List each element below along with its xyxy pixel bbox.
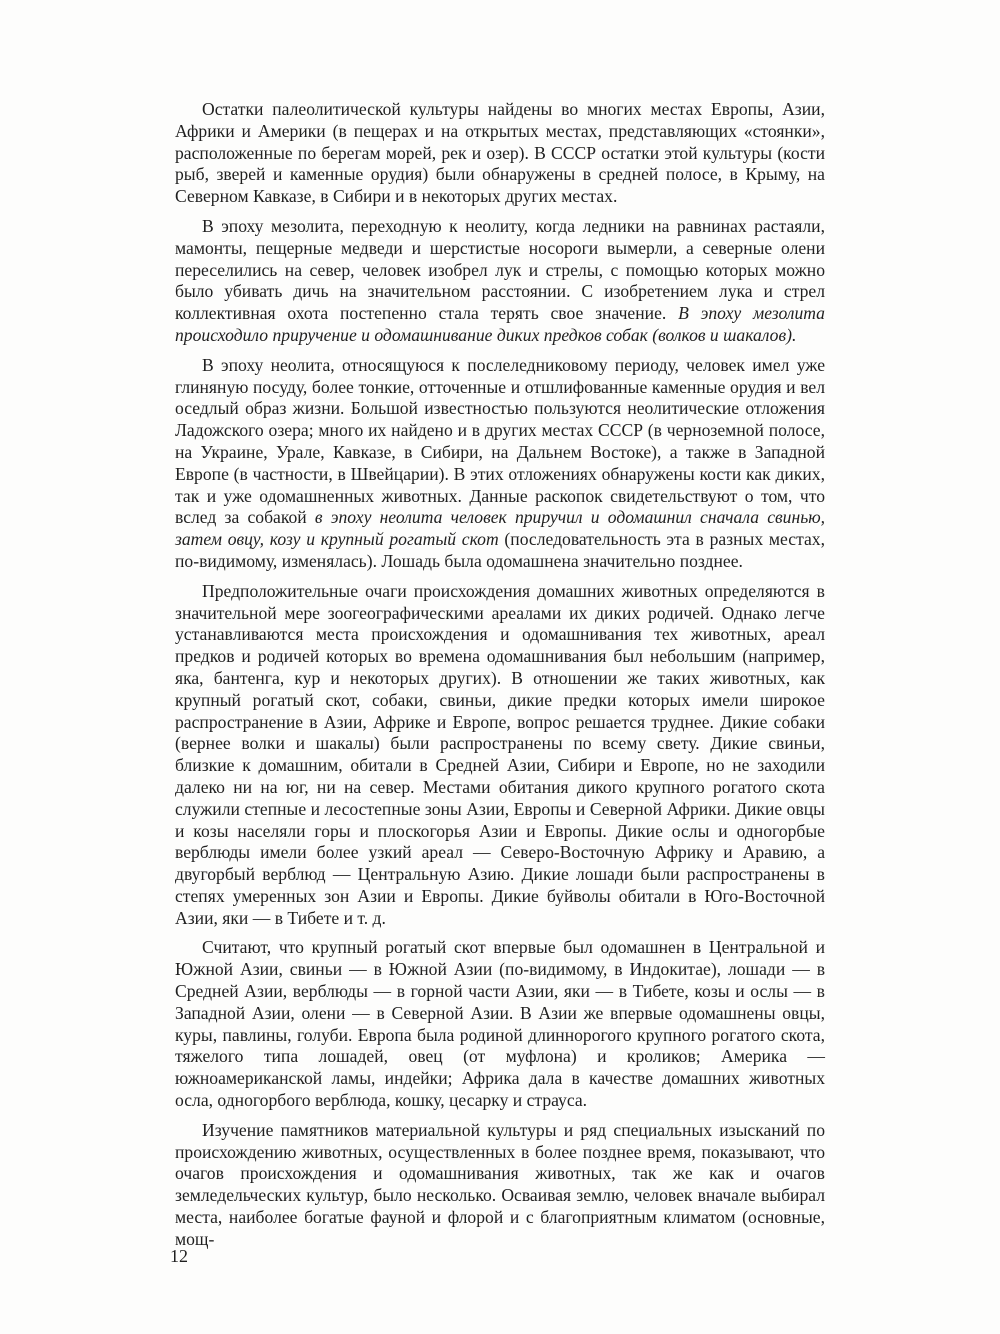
text-run: Изучение памятников материальной культуры и ряд специальных изысканий по происхождению животных, осуществленных в более позднее время, показывают, что очагов происхождения и одомашнивания животных, так же как и очагов земледельческих культур, было несколько. Осваивая землю, человек вначале выбирал места, наиболее богатые фауной и флорой и с благоприятным климатом (основные, мощ- (175, 1119, 825, 1249)
body-text (175, 99, 825, 1259)
paragraph-2 (175, 216, 825, 347)
paragraph-4 (175, 581, 825, 930)
paragraph-5 (175, 937, 825, 1111)
text-run: Остатки палеолитической культуры найдены во многих местах Европы, Азии, Африки и Америки (в пещерах и на открытых местах, представляющих «стоянки», расположенные по берегам морей, рек и озер). В СССР остатки этой культуры (кости рыб, зверей и каменные орудия) были обнаружены в средней полосе, в Крыму, на Северном Кавказе, в Сибири и в некоторых других местах. (175, 99, 825, 207)
italic-text-run: в эпоху неолита человек приручил и одомашнил сначала свинью, затем овцу, козу и крупный рогатый скот (175, 507, 826, 550)
text-run: (последовательность эта в разных местах, по-видимому, изменялась). Лошадь была одомашнена значительно позднее. (175, 529, 826, 571)
italic-text-run: В эпоху мезолита происходило приручение и одомашнивание диких предков собак (волков и шакалов). (175, 303, 825, 345)
text-run: Предположительные очаги происхождения домашних животных определяются в значительной мере зоогеографическими ареалами их диких родичей. Однако легче устанавливаются места происхождения и одомашнивания тех животных, ареал предков и родичей которых во времена одомашнивания был небольшим (например, яка, бантенга, кур и некоторых других). В отношении же таких животных, как крупный рогатый скот, собаки, свиньи, дикие предки которых имели широкое распространение в Азии, Африке и Европе, вопрос решается труднее. Дикие собаки (вернее волки и шакалы) были распространены по всему свету. Дикие свиньи, близкие к домашним, обитали в Средней Азии, Сибири и Европе, но не заходили далеко ни на юг, ни на север. Местами обитания дикого крупного рогатого скота служили степные и лесостепные зоны Азии, Европы и Северной Африки. Дикие овцы и козы населяли горы и плоскогорья Азии и Европы. Дикие ослы и одногорбые верблюды имели более узкий ареал — Северо-Восточную Африку и Аравию, а двугорбый верблюд — Центральную Азию. Дикие лошади были распространены в степях умеренных зон Азии и Европы. Дикие буйволы обитали в Юго-Восточной Азии, яки — в Тибете и т. д. (175, 580, 825, 928)
page-number: 12 (170, 1246, 188, 1266)
text-run: В эпоху мезолита, переходную к неолиту, когда ледники на равнинах растаяли, мамонты, пещерные медведи и шерстистые носороги вымерли, а северные олени переселились на север, человек изобрел лук и стрелы, с помощью которых можно было убивать дичь на значительном расстоянии. С изобретением лука и стрел коллективная охота постепенно стала терять свое значение. (175, 215, 825, 324)
paragraph-3 (175, 355, 825, 573)
paragraph-1 (175, 99, 825, 208)
text-run: В эпоху неолита, относящуюся к послеледниковому периоду, человек имел уже глиняную посуду, более тонкие, отточенные и отшлифованные каменные орудия и вел оседлый образ жизни. Большой известностью пользуются неолитические отложения Ладожского озера; много их найдено и в других местах СССР (в черноземной полосе, на Украине, Урале, Кавказе, в Сибири, на Дальнем Востоке), а также в Западной Европе (в частности, в Швейцарии). В этих отложениях обнаружены кости как диких, так и уже одомашненных животных. Данные раскопок свидетельствуют о том, что вслед за собакой (175, 354, 825, 528)
paragraph-6 (175, 1120, 825, 1251)
text-run: Считают, что крупный рогатый скот впервые был одомашнен в Центральной и Южной Азии, свиньи — в Южной Азии (по-видимому, в Индокитае), лошади — в Средней Азии, верблюды — в горной части Азии, яки — в Тибете, козы и ослы — в Западной Азии, олени — в Северной Азии. В Азии же впервые одомашнены овцы, куры, павлины, голуби. Европа была родиной длиннорогого крупного рогатого скота, тяжелого типа лошадей, овец (от муфлона) и кроликов; Америка — южноамериканской ламы, индейки; Африка дала в качестве домашних животных осла, одногорбого верблюда, кошку, цесарку и страуса. (175, 937, 825, 1111)
